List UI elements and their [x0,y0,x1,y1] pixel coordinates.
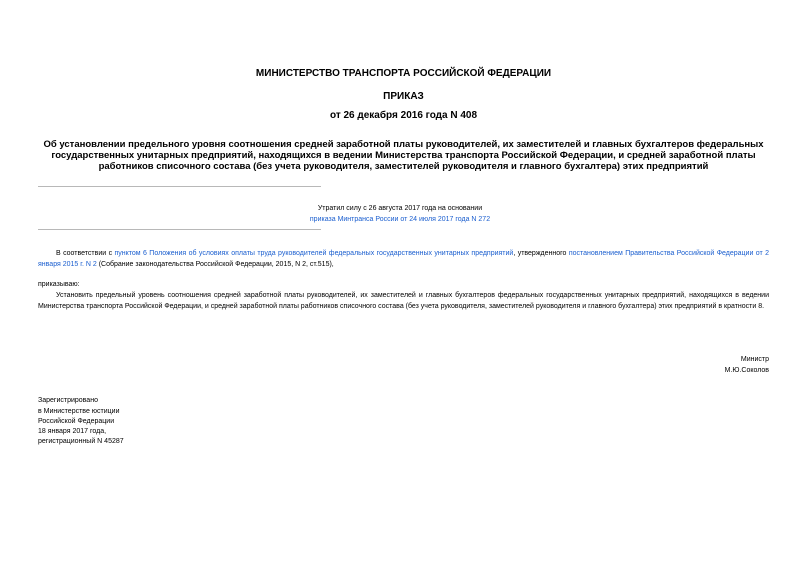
registration-line: Российской Федерации [38,418,115,425]
registration-line: Зарегистрировано [38,397,98,404]
registration-date: 18 января 2017 года, [38,428,107,435]
document-title: Об установлении предельного уровня соотношения средней заработной платы руководителей, их заместителей и главных бухгалтеров федеральных государственных унитарных предприятий, находящихся в ведении Министерства транспорта Российской Федерации, и средней заработной платы работников списочного состава (без учета руководителя, заместителей руководителя и главного бухгалтера) этих предприятий [43,139,764,172]
preamble-paragraph [38,249,769,270]
separator-bottom [38,229,321,230]
preamble-text-start: В соответствии с [56,250,115,257]
order-word: приказываю: [38,281,80,288]
government-decree-link[interactable]: постановлением Правительства Российской Федерации от 2 января 2015 г. N 2 [38,250,770,268]
order-date-number: от 26 декабря 2016 года N 408 [329,110,478,121]
ministry-heading: МИНИСТЕРСТВО ТРАНСПОРТА РОССИЙСКОЙ ФЕДЕРАЦИИ [255,68,552,79]
signer-position: Министр [740,356,769,363]
order-clause-paragraph: Установить предельный уровень соотношения средней заработной платы руководителей, их заместителей и главных бухгалтеров федеральных государственных унитарных предприятий, находящихся в ведении Министерства транспорта Российской Федерации, и средней заработной платы работников списочного состава (без учета руководителя, заместителей руководителя и главного бухгалтера) этих предприятий в кратности 8. [38,292,769,310]
lapsed-order-link[interactable]: приказа Минтранса России от 24 июля 2017 года N 272 [309,216,491,223]
signer-name: М.Ю.Соколов [724,367,769,374]
separator-top [38,186,321,187]
registration-number: регистрационный N 45287 [38,438,124,445]
regulation-clause-link[interactable]: пунктом 6 Положения об условиях оплаты труда руководителей федеральных государственных унитарных предприятий [114,250,514,257]
lapsed-notice: Утратил силу с 26 августа 2017 года на основании [317,205,483,212]
preamble-text-mid: , утвержденного [513,250,569,257]
registration-line: в Министерстве юстиции [38,408,120,415]
order-type-heading: ПРИКАЗ [383,91,424,102]
lapsed-notice-link-line [180,214,620,226]
preamble-text-end: (Собрание законодательства Российской Федерации, 2015, N 2, ст.515), [96,260,334,268]
